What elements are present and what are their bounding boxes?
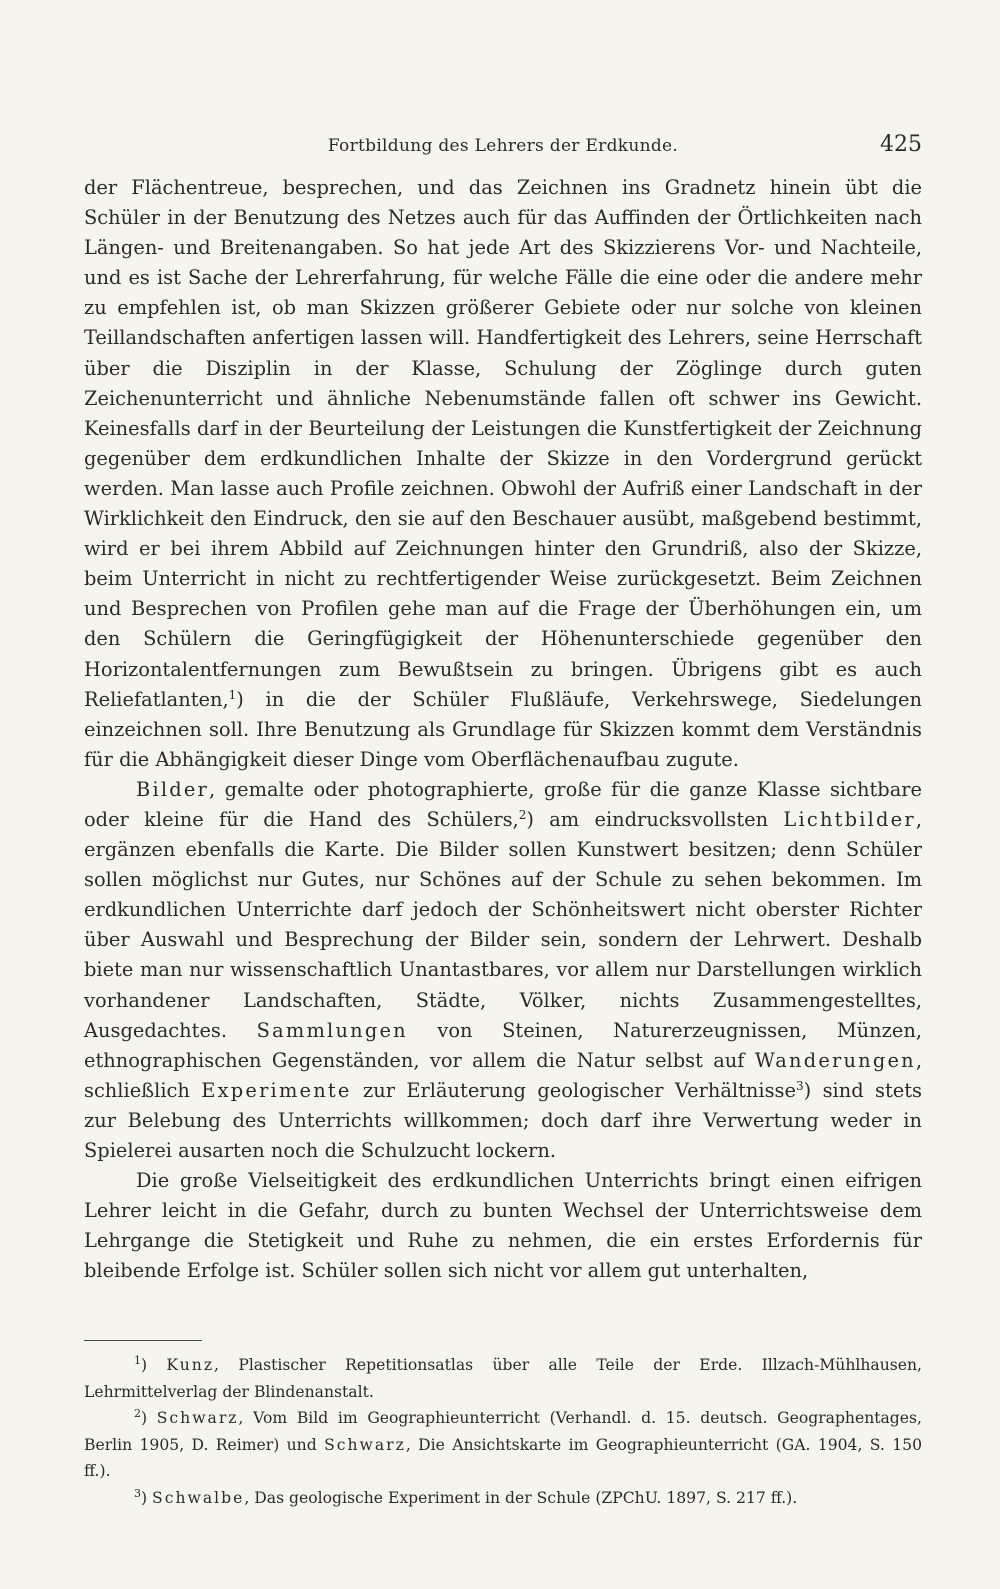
body-text	[84, 173, 922, 1286]
paragraph-2-text-g: ) sind stets zur Belebung des Unterrichts willkommen; doch darf ihre Verwertung weder in Spielerei ausarten noch die Schulzucht lockern.	[84, 1078, 923, 1162]
footnote-2-text: , Vom Bild im Geographieunterricht (Verhandl. d. 15. deutsch. Geographentages, Berlin 1905, D. Reimer) und	[84, 1409, 922, 1454]
paragraph-2-text-e: , schließlich	[84, 1048, 922, 1102]
footnote-3-author: Schwalbe	[152, 1488, 245, 1507]
paragraph-1-text-b: ) in die der Schüler Flußläufe, Verkehrswege, Siedelungen einzeichnen soll. Ihre Benutzung als Grundlage für Skizzen kommt dem Verständnis für die Abhängigkeit dieser Dinge vom Oberflächenaufbau zugute.	[84, 687, 922, 771]
footnote-ref-3: 3	[795, 1078, 804, 1093]
paragraph-3-text: Die große Vielseitigkeit des erdkundlichen Unterrichts bringt einen eifrigen Lehrer leicht in die Gefahr, durch zu bunten Wechsel der Unterrichtsweise dem Lehrgange die Stetigkeit und Ruhe zu nehmen, die ein erstes Erfordernis für bleibende Erfolge ist. Schüler sollen sich nicht vor allem gut unterhalten,	[84, 1169, 922, 1283]
footnote-divider	[84, 1340, 202, 1341]
footnote-3: $^3$) Schwalbe, Das geologische Experiment in der Schule (ZPChU. 1897, S. 217 ff.).	[134, 1486, 798, 1507]
paragraph-2-text-a: , gemalte oder photographierte, große für die ganze Klasse sichtbare oder kleine für die Hand des Schülers,	[84, 777, 922, 831]
term-lichtbilder: Lichtbilder	[783, 807, 916, 831]
paragraph-2-text-c: , ergänzen ebenfalls die Karte. Die Bilder sollen Kunstwert besitzen; denn Schüler sollen möglichst nur Gutes, nur Schönes auf der Schule zu sehen bekommen. Im erdkundlichen Unterrichte darf jedoch der Schönheitswert nicht oberster Richter über Auswahl und Besprechung der Bilder sein, sondern der Lehrwert. Deshalb biete man nur wissenschaftlich Unantastbares, vor allem nur Darstellungen wirklich vorhandener Landschaften, Städte, Völker, nichts Zusammengestelltes, Ausgedachtes.	[84, 807, 922, 1042]
paragraph-3	[84, 1166, 922, 1286]
footnote-2-text-2: , Die Ansichtskarte im Geographieunterricht (GA. 1904, S. 150 ff.).	[84, 1435, 922, 1480]
footnote-ref-1: 1	[228, 687, 237, 702]
footnote-2-author: Schwarz	[156, 1409, 239, 1427]
paragraph-1-text: der Flächentreue, besprechen, und das Zeichnen ins Gradnetz hinein übt die Schüler in der Benutzung des Netzes auch für das Auffinden der Örtlichkeiten nach Längen- und Breitenangaben. So hat jede Art des Skizzierens Vor- und Nachteile, und es ist Sache der Lehrerfahrung, für welche Fälle die eine oder die andere mehr zu empfehlen ist, ob man Skizzen größerer Gebiete oder nur solche von kleinen Teillandschaften anfertigen lassen will. Handfertigkeit des Lehrers, seine Herrschaft über die Disziplin in der Klasse, Schulung der Zöglinge durch guten Zeichenunterricht und ähnliche Nebenumstände fallen oft schwer ins Gewicht. Keinesfalls darf in der Beurteilung der Leistungen die Kunstfertigkeit der Zeichnung gegenüber dem erdkundlichen Inhalte der Skizze in den Vordergrund gerückt werden. Man lasse auch Profile zeichnen. Obwohl der Aufriß einer Landschaft in der Wirklichkeit den Eindruck, den sie auf den Beschauer ausübt, maßgebend bestimmt, wird er bei ihrem Abbild auf Zeichnungen hinter den Grundriß, also der Skizze, beim Unterricht in nicht zu rechtfertigender Weise zurückgesetzt. Beim Zeichnen und Besprechen von Profilen gehe man auf die Frage der Überhöhungen ein, um den Schülern die Geringfügigkeit der Höhenunterschiede gegenüber den Horizontalentfernungen zum Bewußtsein zu bringen. Übrigens gibt es auch Reliefatlanten,	[84, 176, 922, 711]
footnote-1-mark: 1	[134, 1354, 141, 1367]
footnote-2-mark: 2	[134, 1407, 141, 1420]
footnote-ref-2: 2	[518, 807, 527, 822]
term-wanderungen: Wanderungen	[754, 1048, 916, 1072]
paragraph-2-text-d: von Steinen, Naturerzeugnissen, Münzen, ethnographischen Gegenständen, vor allem die Natur selbst auf	[84, 1018, 923, 1072]
term-experimente: Experimente	[201, 1078, 352, 1102]
paragraph-1	[84, 173, 922, 775]
footnote-2: $^2$) Schwarz, Vom Bild im Geographieunterricht (Verhandl. d. 15. deutsch. Geographentages, Berlin 1905, D. Reimer) und Schwarz, Die Ansichtskarte im Geographieunterricht (GA. 1904, S. 150 ff.).	[84, 1407, 922, 1480]
paragraph-2-text-f: zur Erläuterung geologischer Verhältnisse	[351, 1078, 796, 1102]
running-title: Fortbildung des Lehrers der Erdkunde.	[327, 136, 679, 156]
footnote-1-text: , Plastischer Repetitionsatlas über alle Teile der Erde. Illzach-Mühlhausen, Lehrmittelverlag der Blindenanstalt.	[84, 1356, 922, 1401]
footnotes	[84, 1352, 922, 1511]
term-bilder: Bilder	[136, 777, 210, 801]
footnote-3-mark: 3	[134, 1486, 141, 1500]
footnote-2-author-2: Schwarz	[324, 1435, 406, 1454]
term-sammlungen: Sammlungen	[256, 1018, 408, 1042]
paragraph-2-text-b: ) am eindrucksvollsten	[526, 807, 784, 831]
paragraph-2	[84, 775, 922, 1166]
footnote-1-author: Kunz	[166, 1356, 215, 1374]
running-header	[84, 132, 922, 162]
footnote-3-text: , Das geologische Experiment in der Schule (ZPChU. 1897, S. 217 ff.).	[244, 1488, 798, 1507]
page-number: 425	[880, 132, 922, 157]
footnote-1: $^1$) Kunz, Plastischer Repetitionsatlas über alle Teile der Erde. Illzach-Mühlhausen, Lehrmittelverlag der Blindenanstalt.	[84, 1354, 922, 1401]
